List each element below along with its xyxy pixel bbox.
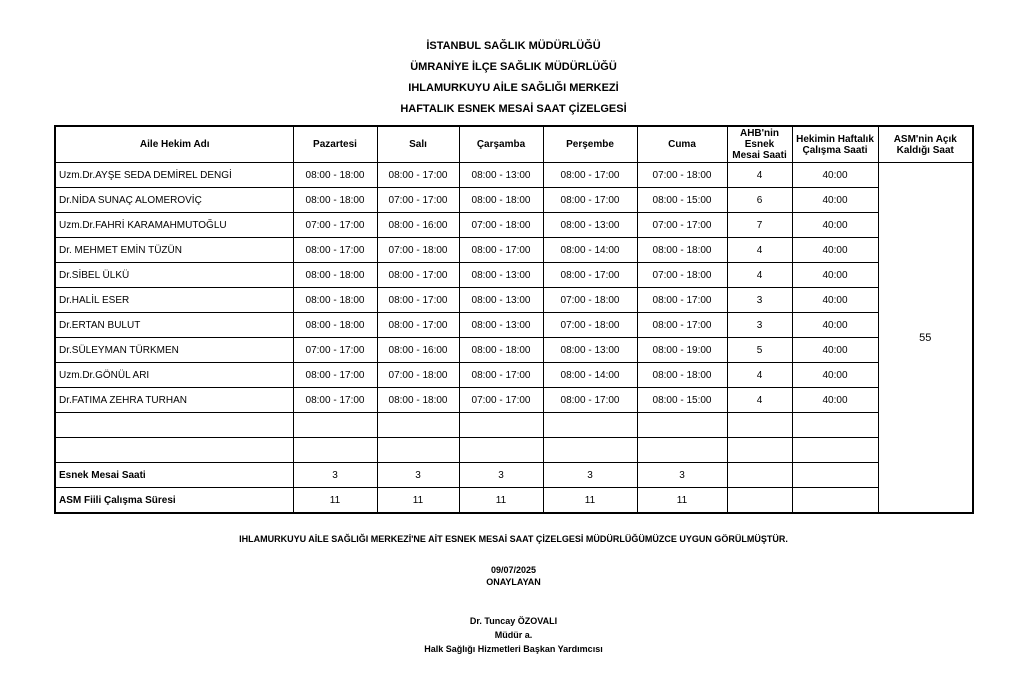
hours-fri: 07:00 - 18:00 (637, 263, 727, 288)
hours-mon: 08:00 - 18:00 (293, 163, 377, 188)
hours-wed: 08:00 - 18:00 (459, 338, 543, 363)
empty-cell (377, 413, 459, 438)
empty-cell (792, 488, 878, 514)
table-row (55, 313, 973, 338)
weekly-hours: 40:00 (792, 338, 878, 363)
hours-wed: 07:00 - 17:00 (459, 388, 543, 413)
table-row (55, 338, 973, 363)
table-row (55, 213, 973, 238)
summary-tue: 11 (377, 488, 459, 514)
col-header-thursday: Perşembe (543, 126, 637, 163)
summary-wed: 11 (459, 488, 543, 514)
empty-cell (637, 438, 727, 463)
hours-tue: 08:00 - 18:00 (377, 388, 459, 413)
table-row (55, 163, 973, 188)
summary-mon: 11 (293, 488, 377, 514)
table-row (55, 288, 973, 313)
col-header-ahb: AHB'nin Esnek Mesai Saati (727, 126, 792, 163)
hours-fri: 08:00 - 15:00 (637, 388, 727, 413)
hours-wed: 07:00 - 18:00 (459, 213, 543, 238)
header-line-2: ÜMRANİYE İLÇE SAĞLIK MÜDÜRLÜĞÜ (410, 61, 617, 73)
empty-row (55, 413, 973, 438)
ahb-flex-hours: 4 (727, 163, 792, 188)
hours-tue: 07:00 - 17:00 (377, 188, 459, 213)
weekly-hours: 40:00 (792, 263, 878, 288)
ahb-flex-hours: 4 (727, 363, 792, 388)
ahb-flex-hours: 4 (727, 238, 792, 263)
weekly-hours: 40:00 (792, 238, 878, 263)
empty-cell (637, 413, 727, 438)
physician-name: Dr.SÜLEYMAN TÜRKMEN (55, 338, 293, 363)
summary-thu: 3 (543, 463, 637, 488)
hours-thu: 08:00 - 14:00 (543, 238, 637, 263)
weekly-hours: 40:00 (792, 313, 878, 338)
empty-cell (792, 413, 878, 438)
physician-name: Dr.HALİL ESER (55, 288, 293, 313)
hours-tue: 08:00 - 16:00 (377, 338, 459, 363)
ahb-flex-hours: 6 (727, 188, 792, 213)
approval-block (0, 564, 1020, 588)
summary-thu: 11 (543, 488, 637, 514)
hours-tue: 07:00 - 18:00 (377, 363, 459, 388)
header-line-1: İSTANBUL SAĞLIK MÜDÜRLÜĞÜ (426, 40, 601, 52)
table-row (55, 238, 973, 263)
hours-fri: 08:00 - 18:00 (637, 238, 727, 263)
hours-mon: 08:00 - 18:00 (293, 313, 377, 338)
asm-open-hours: 55 (878, 163, 973, 514)
hours-thu: 08:00 - 17:00 (543, 188, 637, 213)
col-header-name: Aile Hekim Adı (55, 126, 293, 163)
signer-title: Halk Sağlığı Hizmetleri Başkan Yardımcısı (424, 644, 603, 654)
weekly-hours: 40:00 (792, 288, 878, 313)
summary-label: ASM Fiili Çalışma Süresi (55, 488, 293, 514)
hours-thu: 08:00 - 13:00 (543, 338, 637, 363)
hours-fri: 08:00 - 15:00 (637, 188, 727, 213)
hours-fri: 08:00 - 17:00 (637, 313, 727, 338)
empty-cell (543, 413, 637, 438)
schedule-table (54, 125, 974, 514)
hours-thu: 07:00 - 18:00 (543, 313, 637, 338)
empty-cell (792, 438, 878, 463)
signer-name: Dr. Tuncay ÖZOVALI (469, 616, 558, 626)
hours-tue: 08:00 - 17:00 (377, 288, 459, 313)
col-header-weekly: Hekimin Haftalık Çalışma Saati (792, 126, 878, 163)
hours-thu: 08:00 - 14:00 (543, 363, 637, 388)
physician-name: Uzm.Dr.GÖNÜL ARI (55, 363, 293, 388)
table-row (55, 363, 973, 388)
hours-mon: 08:00 - 17:00 (293, 363, 377, 388)
hours-mon: 08:00 - 18:00 (293, 263, 377, 288)
empty-cell (792, 463, 878, 488)
hours-thu: 08:00 - 13:00 (543, 213, 637, 238)
signer-role: Müdür a. (494, 630, 533, 640)
hours-mon: 08:00 - 17:00 (293, 388, 377, 413)
table-header-row (55, 126, 973, 163)
document-header (0, 36, 1020, 120)
ahb-flex-hours: 5 (727, 338, 792, 363)
empty-cell (459, 413, 543, 438)
hours-tue: 07:00 - 18:00 (377, 238, 459, 263)
hours-fri: 08:00 - 17:00 (637, 288, 727, 313)
physician-name: Dr.FATIMA ZEHRA TURHAN (55, 388, 293, 413)
ahb-flex-hours: 7 (727, 213, 792, 238)
hours-mon: 08:00 - 17:00 (293, 238, 377, 263)
approval-text: IHLAMURKUYU AİLE SAĞLIĞI MERKEZİ'NE AİT ESNEK MESAİ SAAT ÇİZELGESİ MÜDÜRLÜĞÜMÜZCE UYGUN GÖRÜLMÜŞTÜR. (239, 534, 788, 544)
summary-row-flex (55, 463, 973, 488)
approved-label: ONAYLAYAN (486, 577, 541, 587)
physician-name: Dr.SİBEL ÜLKÜ (55, 263, 293, 288)
empty-cell (55, 413, 293, 438)
table-row (55, 188, 973, 213)
col-header-monday: Pazartesi (293, 126, 377, 163)
empty-cell (459, 438, 543, 463)
hours-mon: 07:00 - 17:00 (293, 338, 377, 363)
physician-name: Dr.ERTAN BULUT (55, 313, 293, 338)
hours-wed: 08:00 - 13:00 (459, 288, 543, 313)
summary-mon: 3 (293, 463, 377, 488)
empty-cell (727, 438, 792, 463)
summary-tue: 3 (377, 463, 459, 488)
hours-fri: 08:00 - 18:00 (637, 363, 727, 388)
physician-name: Uzm.Dr.FAHRİ KARAMAHMUTOĞLU (55, 213, 293, 238)
hours-tue: 08:00 - 17:00 (377, 313, 459, 338)
empty-cell (55, 438, 293, 463)
hours-mon: 08:00 - 18:00 (293, 288, 377, 313)
summary-row-actual (55, 488, 973, 514)
hours-wed: 08:00 - 17:00 (459, 363, 543, 388)
weekly-hours: 40:00 (792, 163, 878, 188)
ahb-flex-hours: 3 (727, 313, 792, 338)
header-line-3: IHLAMURKUYU AİLE SAĞLIĞI MERKEZİ (408, 82, 619, 94)
summary-wed: 3 (459, 463, 543, 488)
col-header-tuesday: Salı (377, 126, 459, 163)
col-header-friday: Cuma (637, 126, 727, 163)
empty-cell (377, 438, 459, 463)
hours-tue: 08:00 - 17:00 (377, 263, 459, 288)
hours-fri: 07:00 - 17:00 (637, 213, 727, 238)
summary-fri: 11 (637, 488, 727, 514)
hours-fri: 08:00 - 19:00 (637, 338, 727, 363)
empty-cell (727, 488, 792, 514)
physician-name: Uzm.Dr.AYŞE SEDA DEMİREL DENGİ (55, 163, 293, 188)
hours-thu: 08:00 - 17:00 (543, 263, 637, 288)
hours-thu: 07:00 - 18:00 (543, 288, 637, 313)
hours-wed: 08:00 - 13:00 (459, 263, 543, 288)
hours-tue: 08:00 - 16:00 (377, 213, 459, 238)
hours-fri: 07:00 - 18:00 (637, 163, 727, 188)
empty-cell (727, 413, 792, 438)
summary-label: Esnek Mesai Saati (55, 463, 293, 488)
hours-mon: 08:00 - 18:00 (293, 188, 377, 213)
summary-fri: 3 (637, 463, 727, 488)
empty-cell (543, 438, 637, 463)
hours-wed: 08:00 - 18:00 (459, 188, 543, 213)
ahb-flex-hours: 4 (727, 388, 792, 413)
empty-cell (293, 413, 377, 438)
approval-date: 09/07/2025 (490, 565, 537, 575)
hours-thu: 08:00 - 17:00 (543, 388, 637, 413)
hours-wed: 08:00 - 13:00 (459, 163, 543, 188)
table-row (55, 388, 973, 413)
hours-wed: 08:00 - 17:00 (459, 238, 543, 263)
table-row (55, 263, 973, 288)
header-line-4: HAFTALIK ESNEK MESAİ SAAT ÇİZELGESİ (400, 103, 627, 115)
weekly-hours: 40:00 (792, 363, 878, 388)
col-header-wednesday: Çarşamba (459, 126, 543, 163)
signature-block (0, 614, 1020, 656)
ahb-flex-hours: 3 (727, 288, 792, 313)
physician-name: Dr.NİDA SUNAÇ ALOMEROVİÇ (55, 188, 293, 213)
hours-wed: 08:00 - 13:00 (459, 313, 543, 338)
weekly-hours: 40:00 (792, 388, 878, 413)
weekly-hours: 40:00 (792, 213, 878, 238)
col-header-asm: ASM'nin Açık Kaldığı Saat (878, 126, 973, 163)
hours-thu: 08:00 - 17:00 (543, 163, 637, 188)
hours-tue: 08:00 - 17:00 (377, 163, 459, 188)
empty-row (55, 438, 973, 463)
empty-cell (293, 438, 377, 463)
physician-name: Dr. MEHMET EMİN TÜZÜN (55, 238, 293, 263)
ahb-flex-hours: 4 (727, 263, 792, 288)
hours-mon: 07:00 - 17:00 (293, 213, 377, 238)
weekly-hours: 40:00 (792, 188, 878, 213)
empty-cell (727, 463, 792, 488)
